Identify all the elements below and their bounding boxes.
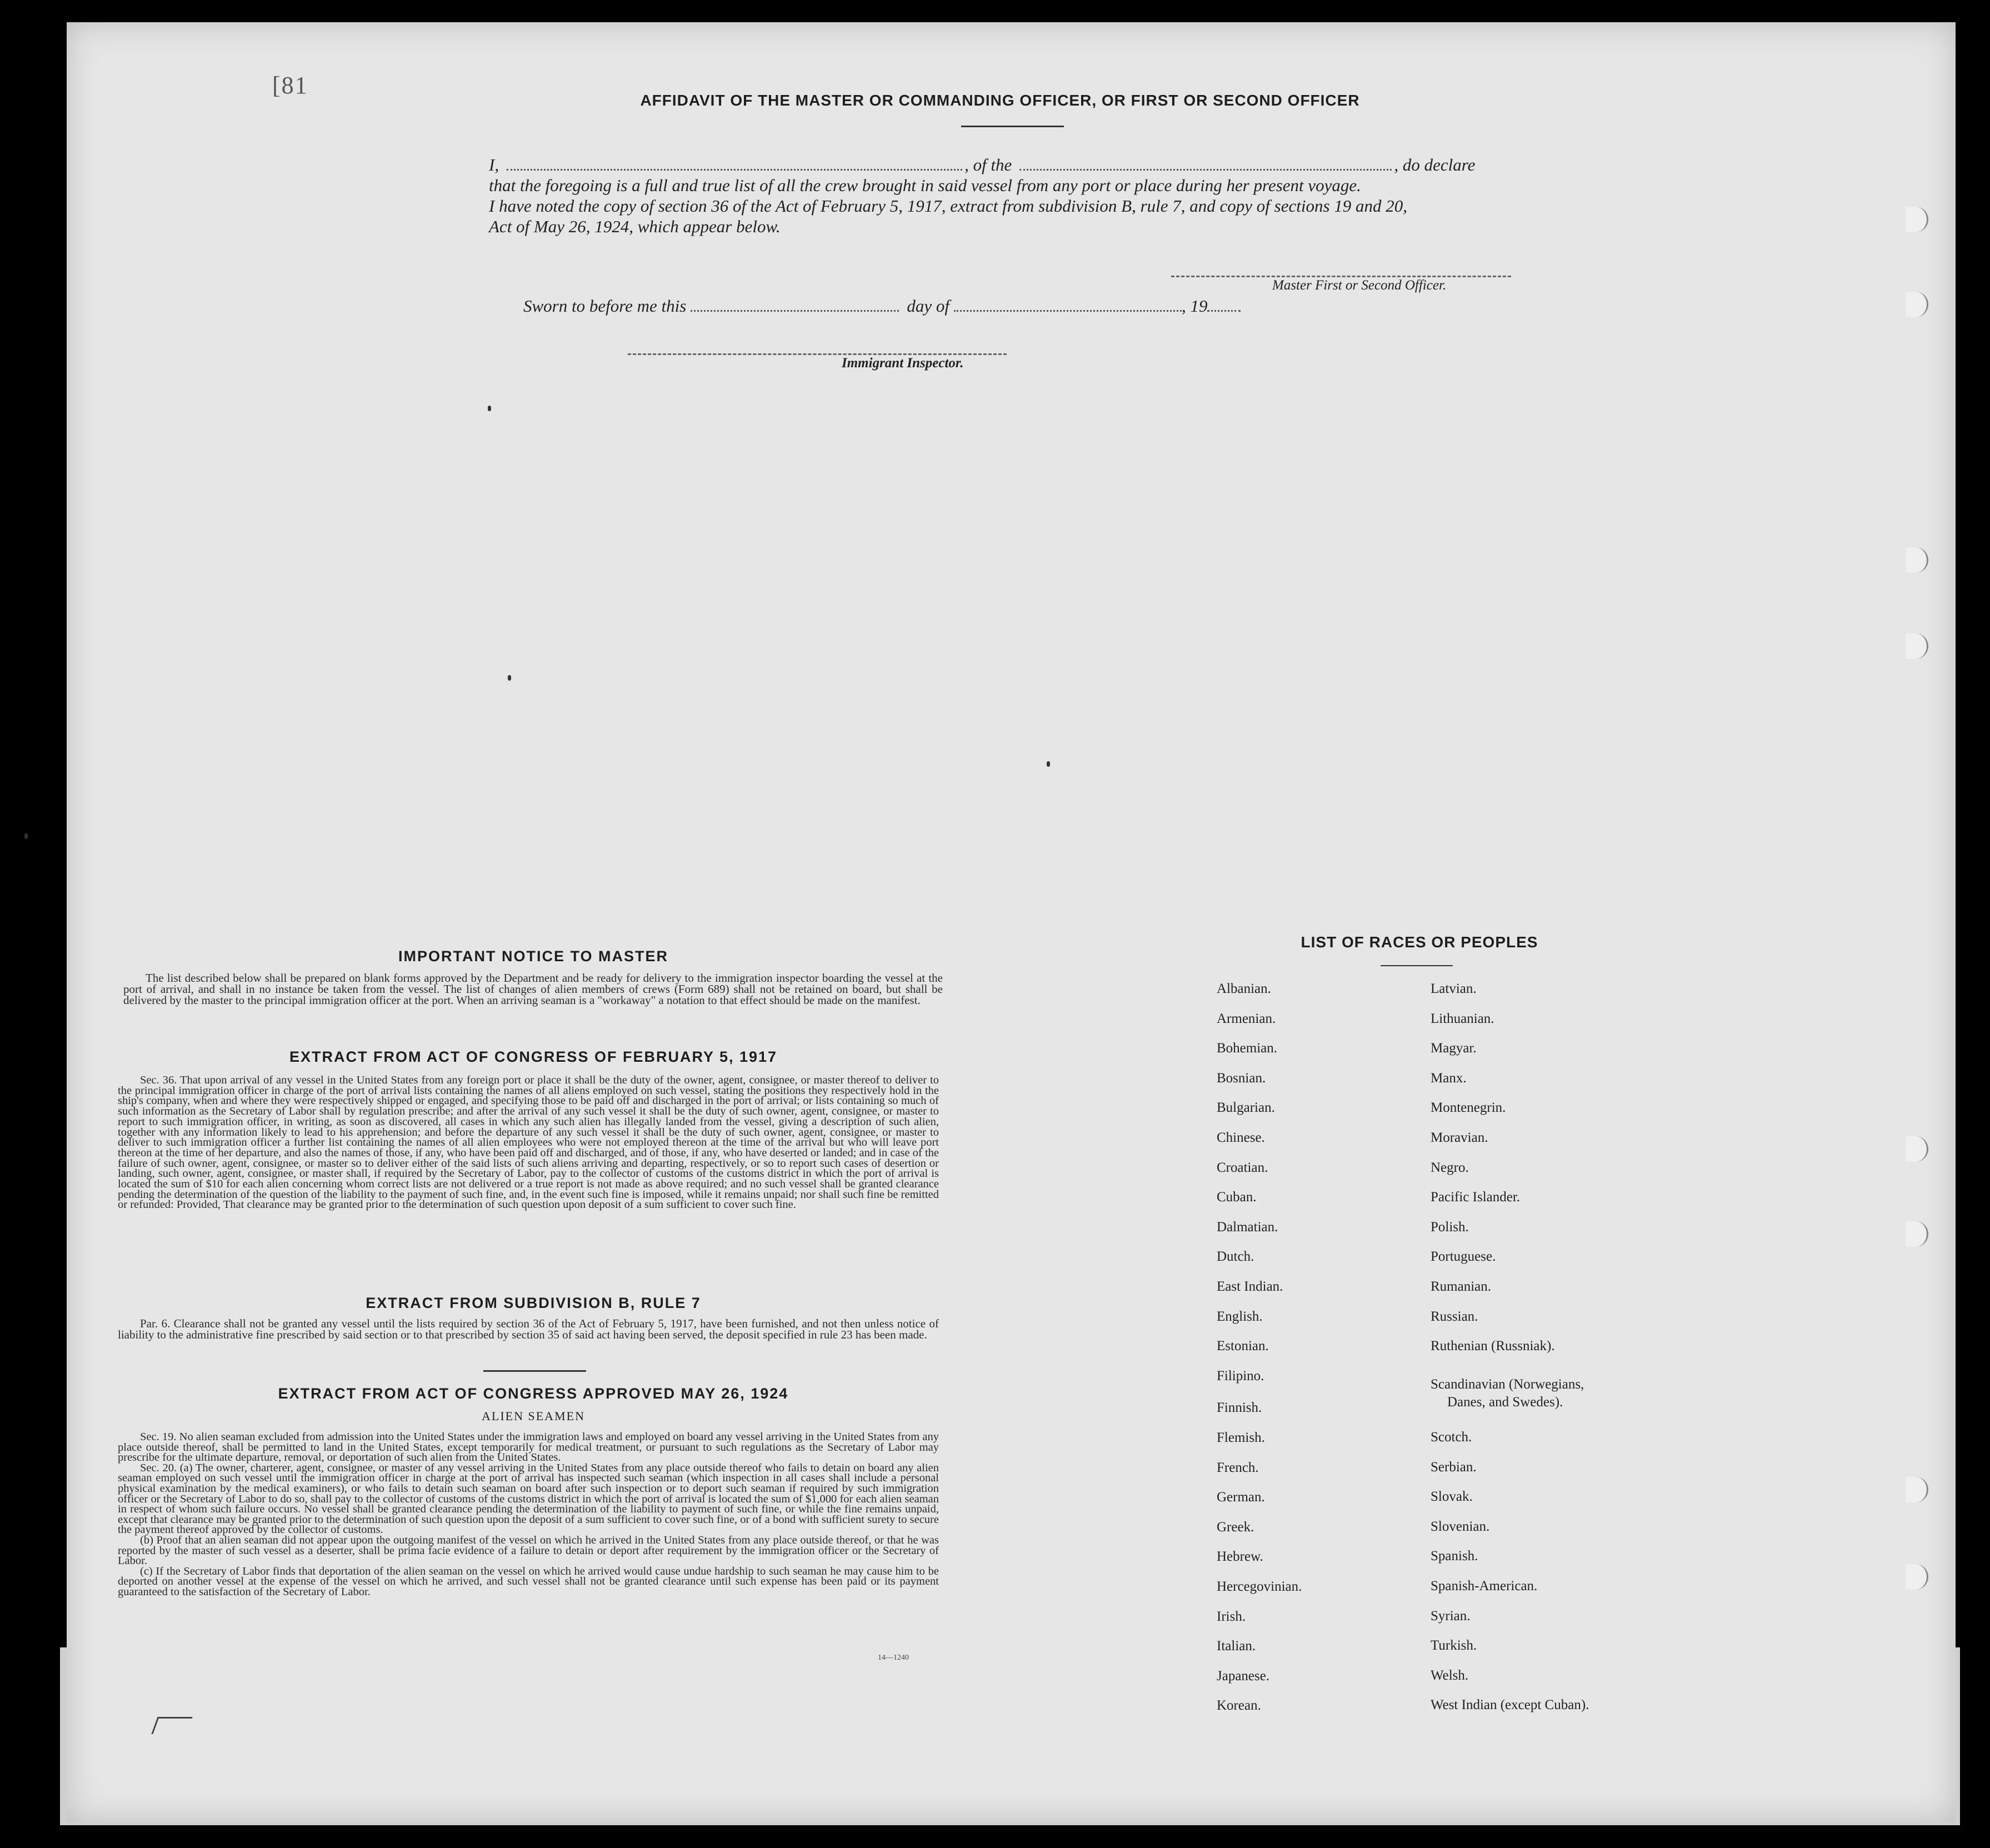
race-item: Latvian. [1431,981,1477,996]
race-item: Bohemian. [1217,1041,1278,1056]
name-blank [507,168,962,171]
race-item-scandinavian-cont: Danes, and Swedes). [1447,1395,1563,1410]
notice-title: IMPORTANT NOTICE TO MASTER [398,948,668,965]
sworn-label: Sworn to before me this [523,296,687,316]
race-item: Russian. [1431,1308,1478,1324]
page-number: [81 [272,72,308,99]
ink-speck [488,406,491,411]
race-item: Filipino. [1217,1368,1264,1383]
race-item: Greek. [1217,1519,1254,1535]
sworn-day-blank [691,309,899,312]
race-item: Syrian. [1431,1608,1471,1624]
race-item: Italian. [1217,1639,1256,1654]
ink-speck [1047,761,1050,767]
sworn-line [523,296,1241,316]
form-number: 14—1240 [878,1654,909,1662]
extract-1924-title: EXTRACT FROM ACT OF CONGRESS APPROVED MAY 26, 1924 [278,1385,789,1402]
sec-20a-paragraph: Sec. 20. (a) The owner, charterer, agent, consignee, or master of any vessel arriving in the United States from any place outside thereof who fails to detain on board any alien seaman employed on such vessel until the immigration officer in charge at the port of arrival has inspected such seaman (which inspection in all cases shall include a personal physical examination by the medical examiners), or who fails to detain such seaman on board after such inspection or to deport such seaman if required by such immigration officer or the Secretary of Labor to do so, shall pay to the collector of customs of the customs district in which the port of arrival is located the sum of $1,000 for each alien seaman in respect of whom such failure occurs. No vessel shall be granted clearance pending the determination of the liability to payment of such fine, or while the fine remains unpaid, except that clearance may be granted prior to the determination of such question upon the deposit of a sum sufficient to cover such fine, or of a bond with sufficient surety to secure the payment thereof approved by the collector of customs. [118,1461,939,1536]
inspector-label: Immigrant Inspector. [842,356,964,371]
extract-1917-title: EXTRACT FROM ACT OF CONGRESS OF FEBRUARY 5, 1917 [289,1048,778,1065]
race-item: Armenian. [1217,1011,1276,1026]
race-item: Hercegovinian. [1217,1579,1302,1594]
race-item: Japanese. [1217,1668,1270,1684]
race-item: Slovenian. [1431,1519,1490,1534]
master-signature-line [1171,276,1511,277]
race-item: Dalmatian. [1217,1219,1278,1235]
race-item: Montenegrin. [1431,1100,1506,1116]
race-item: Lithuanian. [1431,1011,1494,1026]
race-item: Manx. [1431,1070,1467,1086]
race-item: Magyar. [1431,1041,1477,1056]
sworn-month-blank [954,309,1182,312]
notice-body [123,972,943,1006]
affidavit-do-declare-label: , do declare [1394,155,1476,174]
race-item: Chinese. [1217,1130,1265,1145]
race-item: Spanish-American. [1431,1579,1538,1594]
race-item: Flemish. [1217,1430,1265,1445]
race-item: West Indian (except Cuban). [1431,1697,1589,1713]
race-item: East Indian. [1217,1279,1283,1294]
race-item: Serbian. [1431,1459,1477,1475]
extract-rule7-title: EXTRACT FROM SUBDIVISION B, RULE 7 [366,1295,701,1311]
sworn-year-blank [1207,309,1241,312]
notice-paragraph: The list described below shall be prepared on blank forms approved by the Department and be ready for delivery to the immigration inspector boarding the vessel at the port of arrival, and shall in no instance be taken from the vessel. The list of changes of alien members of crews (Form 689) shall not be retained on board, but shall be delivered by the master to the principal immigration officer at the port. When an arriving seaman is a "workaway" a notation to that effect should be made on the manifest. [123,971,943,1007]
race-item: Turkish. [1431,1638,1477,1654]
affidavit-line-4: Act of May 26, 1924, which appear below. [489,217,781,236]
affidavit-title-rule [961,126,1064,127]
race-item: Welsh. [1431,1667,1469,1683]
race-item: English. [1217,1308,1263,1324]
race-item: Slovak. [1431,1489,1473,1505]
day-of-label: day of [907,296,949,316]
race-item: Dutch. [1217,1249,1254,1265]
race-item: Scandinavian (Norwegians, [1431,1377,1584,1392]
races-title-rule [1381,965,1453,966]
affidavit-i-label: I, [489,155,499,174]
section-36-paragraph: Sec. 36. That upon arrival of any vessel in the United States from any foreign port or place it shall be the duty of the owner, agent, consignee, or master thereof to deliver to the principal immigration officer in charge of the port of arrival lists containing the names of all aliens employed on such vessel, stating the positions they respectively hold in the ship's company, when and where they were respectively shipped or engaged, and specifying those to be paid off and discharged in the port of arrival; or lists containing so much of such information as the Secretary of Labor shall by regulation prescribe; and after the arrival of any such vessel it shall be the duty of such owner, agent, consignee, or master to report to such immigration officer, in writing, as soon as discovered, all cases in which any such alien has illegally landed from the vessel, giving a description of such alien, together with any information likely to lead to his apprehension; and before the departure of any such vessel it shall be the duty of such owner, agent, consignee, or master to deliver to such immigration officer a further list containing the names of all alien employees who were not employed thereon at the time of the arrival but who will leave port thereon at the time of her departure, and also the names of those, if any, who have been paid off and discharged, and of those, if any, who have deserted or landed; and in case of the failure of such owner, agent, consignee, or master so to deliver either of the said lists of such aliens arriving and departing, respectively, or so to report such cases of desertion or landing, such owner, agent, consignee, or master shall, if required by the Secretary of Labor, pay to the collector of customs of the customs district in which the port of arrival is located the sum of $10 for each alien concerning whom correct lists are not delivered or a true report is not made as above required; and no such vessel shall be granted clearance pending the determination of the question of the liability to the payment of such fine, and, in the event such fine is imposed, while it remains unpaid; nor shall such fine be remitted or refunded: Provided, That clearance may be granted prior to the determination of such question upon deposit of a sum sufficient to cover such fine. [118,1074,939,1211]
affidavit-declaration [489,154,1533,237]
race-item: Polish. [1431,1219,1469,1235]
races-title: LIST OF RACES OR PEOPLES [1301,933,1538,951]
ink-speck [24,833,28,839]
extract-1924-body [118,1432,939,1597]
race-item: Portuguese. [1431,1249,1496,1265]
race-item: French. [1217,1460,1259,1475]
vessel-blank [1019,168,1392,171]
master-signature-label: Master First or Second Officer. [1272,278,1447,293]
affidavit-line-2: that the foregoing is a full and true list of all the crew brought in said vessel from any port or place during her present voyage. [489,176,1361,195]
race-item: Irish. [1217,1609,1246,1624]
pencil-mark [151,1717,192,1734]
ink-speck [508,675,511,681]
year-label: , 19 [1181,296,1208,316]
race-item: Rumanian. [1431,1279,1492,1294]
sec-19-paragraph: Sec. 19. No alien seaman excluded from admission into the United States under the immigration laws and employed on board any vessel arriving in the United States from any place outside thereof, shall be permitted to land in the United States, except temporarily for medical treatment, or pursuant to such regulations as the Secretary of Labor may prescribe for the ultimate departure, removal, or deportation of such alien from the United States. [118,1431,939,1464]
race-item: Croatian. [1217,1160,1268,1175]
race-item: Scotch. [1431,1430,1472,1445]
race-item: Albanian. [1217,981,1271,996]
race-item: Hebrew. [1217,1549,1263,1565]
alien-seamen-subtitle: ALIEN SEAMEN [482,1409,585,1423]
sec-20c-paragraph: (c) If the Secretary of Labor finds that deportation of the alien seaman on the vessel on which he arrived would cause undue hardship to such seaman he may cause him to be deported on another vessel at the expense of the vessel on which he arrived, and such vessel shall not be granted clearance until such expense has been paid or its payment guaranteed to the satisfaction of the Secretary of Labor. [118,1565,939,1598]
inspector-signature-line [628,353,1007,355]
race-item: Ruthenian (Russniak). [1431,1338,1555,1354]
affidavit-of-the-label: , of the [964,155,1012,174]
race-item: Finnish. [1217,1400,1262,1416]
race-item: Pacific Islander. [1431,1190,1521,1205]
race-item: Negro. [1431,1160,1469,1175]
race-item: Bulgarian. [1217,1100,1275,1116]
par-6-paragraph: Par. 6. Clearance shall not be granted any vessel until the lists required by section 36 of the Act of February 5, 1917, have been furnished, and not then unless notice of liability to the administrative fine prescribed by said section or to that prescribed by section 35 of said act having been served, the deposit specified in rule 23 has been made. [118,1317,939,1341]
race-item: Moravian. [1431,1130,1488,1145]
sec-20b-paragraph: (b) Proof that an alien seaman did not appear upon the outgoing manifest of the vessel on which he arrived in the United States from any place outside thereof, or that he was reported by the master of such vessel as a deserter, shall be prima facie evidence of a failure to detain or deport after requirement by the immigration officer or the Secretary of Labor. [118,1534,939,1567]
race-item: Spanish. [1431,1549,1478,1564]
extract-1917-body [118,1075,939,1210]
extract-rule7-body [118,1318,939,1340]
affidavit-title: AFFIDAVIT OF THE MASTER OR COMMANDING OFFICER, OR FIRST OR SECOND OFFICER [640,92,1360,109]
race-item: Cuban. [1217,1190,1257,1205]
race-item: Korean. [1217,1698,1261,1714]
race-item: German. [1217,1490,1265,1505]
race-item: Bosnian. [1217,1070,1266,1086]
extract-rule7-rule [483,1370,586,1372]
affidavit-line-3: I have noted the copy of section 36 of the Act of February 5, 1917, extract from subdivision B, rule 7, and copy of sections 19 and 20, [489,196,1408,216]
race-item: Estonian. [1217,1338,1269,1354]
